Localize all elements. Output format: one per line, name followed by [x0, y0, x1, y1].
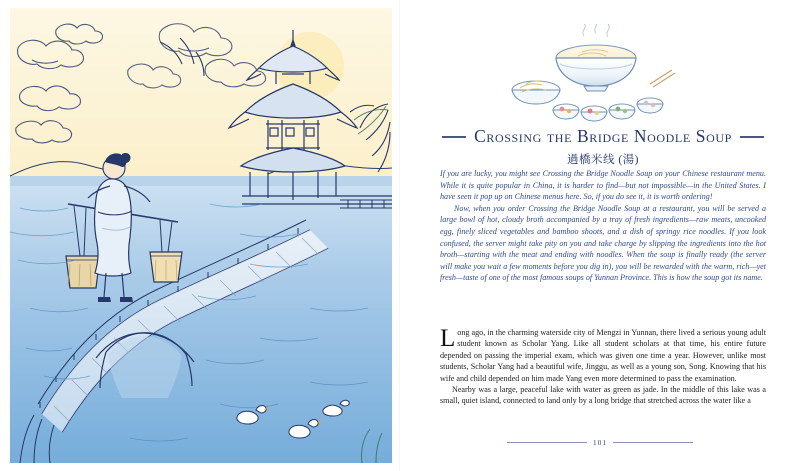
recipe-heading	[438, 126, 768, 167]
drop-cap: L	[440, 325, 456, 352]
intro-paragraph-1: If you are lucky, you might see Crossing the Bridge Noodle Soup on your Chinese restaurant menu. While it is quite popular in China, it is harder to find—but not impossible—in the United States. I have seen it pop up on Chinese menus here. So, if you do see it, it is worth ordering!	[440, 169, 766, 202]
folio	[400, 438, 800, 447]
story-text	[440, 327, 766, 407]
noodle-soup-bowl-with-side-dishes	[500, 24, 690, 124]
intro-paragraph-2: Now, when you order Crossing the Bridge Noodle Soup at a restaurant, you will be served a large bowl of hot, cloudy broth accompanied by a tray of fresh ingredients—raw meats, uncooked egg, finely sliced vegetables and bamboo shoots, and a dish of springy rice noodles. If you look confused, the server might take pity on you and take charge by slipping the ingredients into the hot broth—starting with the meat and ending with noodles. When the soup is finally ready (the server will make you wait a few moments before you dig in), you will be rewarded with the warm, rich—yet fresh—taste of one of the most famous soups of Yunnan Province. This is how the soup got its name.	[440, 203, 766, 283]
page-title-chinese: 過橋米线 (湯)	[566, 154, 640, 166]
page-title: Crossing the Bridge Noodle Soup	[474, 126, 732, 146]
story-paragraph-2: Nearby was a large, peaceful lake with water as green as jade. In the middle of this lake was a small, quiet island, connected to land only by a long bridge that stretched across the water like a	[440, 385, 766, 406]
story-paragraph-1	[440, 327, 766, 384]
right-page	[400, 0, 800, 471]
folio-rule-left	[507, 442, 587, 443]
story-paragraph-1-text: ong ago, in the charming waterside city of Mengzi in Yunnan, there lived a serious young adult student known as Scholar Yang. Like all student scholars at that time, his entire future depended on passing the imperial exam, which was given one time a year. However, unlike most students, Scholar Yang had a beautiful wife, Jinggu, as well as a young son, Song. Knowing that his wife and child depended on him made Yang even more determined to pass the examination.	[440, 328, 766, 383]
title-rule-left	[442, 136, 466, 138]
page-number: 101	[592, 438, 608, 447]
title-rule-right	[740, 136, 764, 138]
illustration-woman-carrying-buckets-over-bridge	[10, 8, 392, 463]
folio-rule-right	[613, 442, 693, 443]
intro-text	[440, 168, 766, 284]
